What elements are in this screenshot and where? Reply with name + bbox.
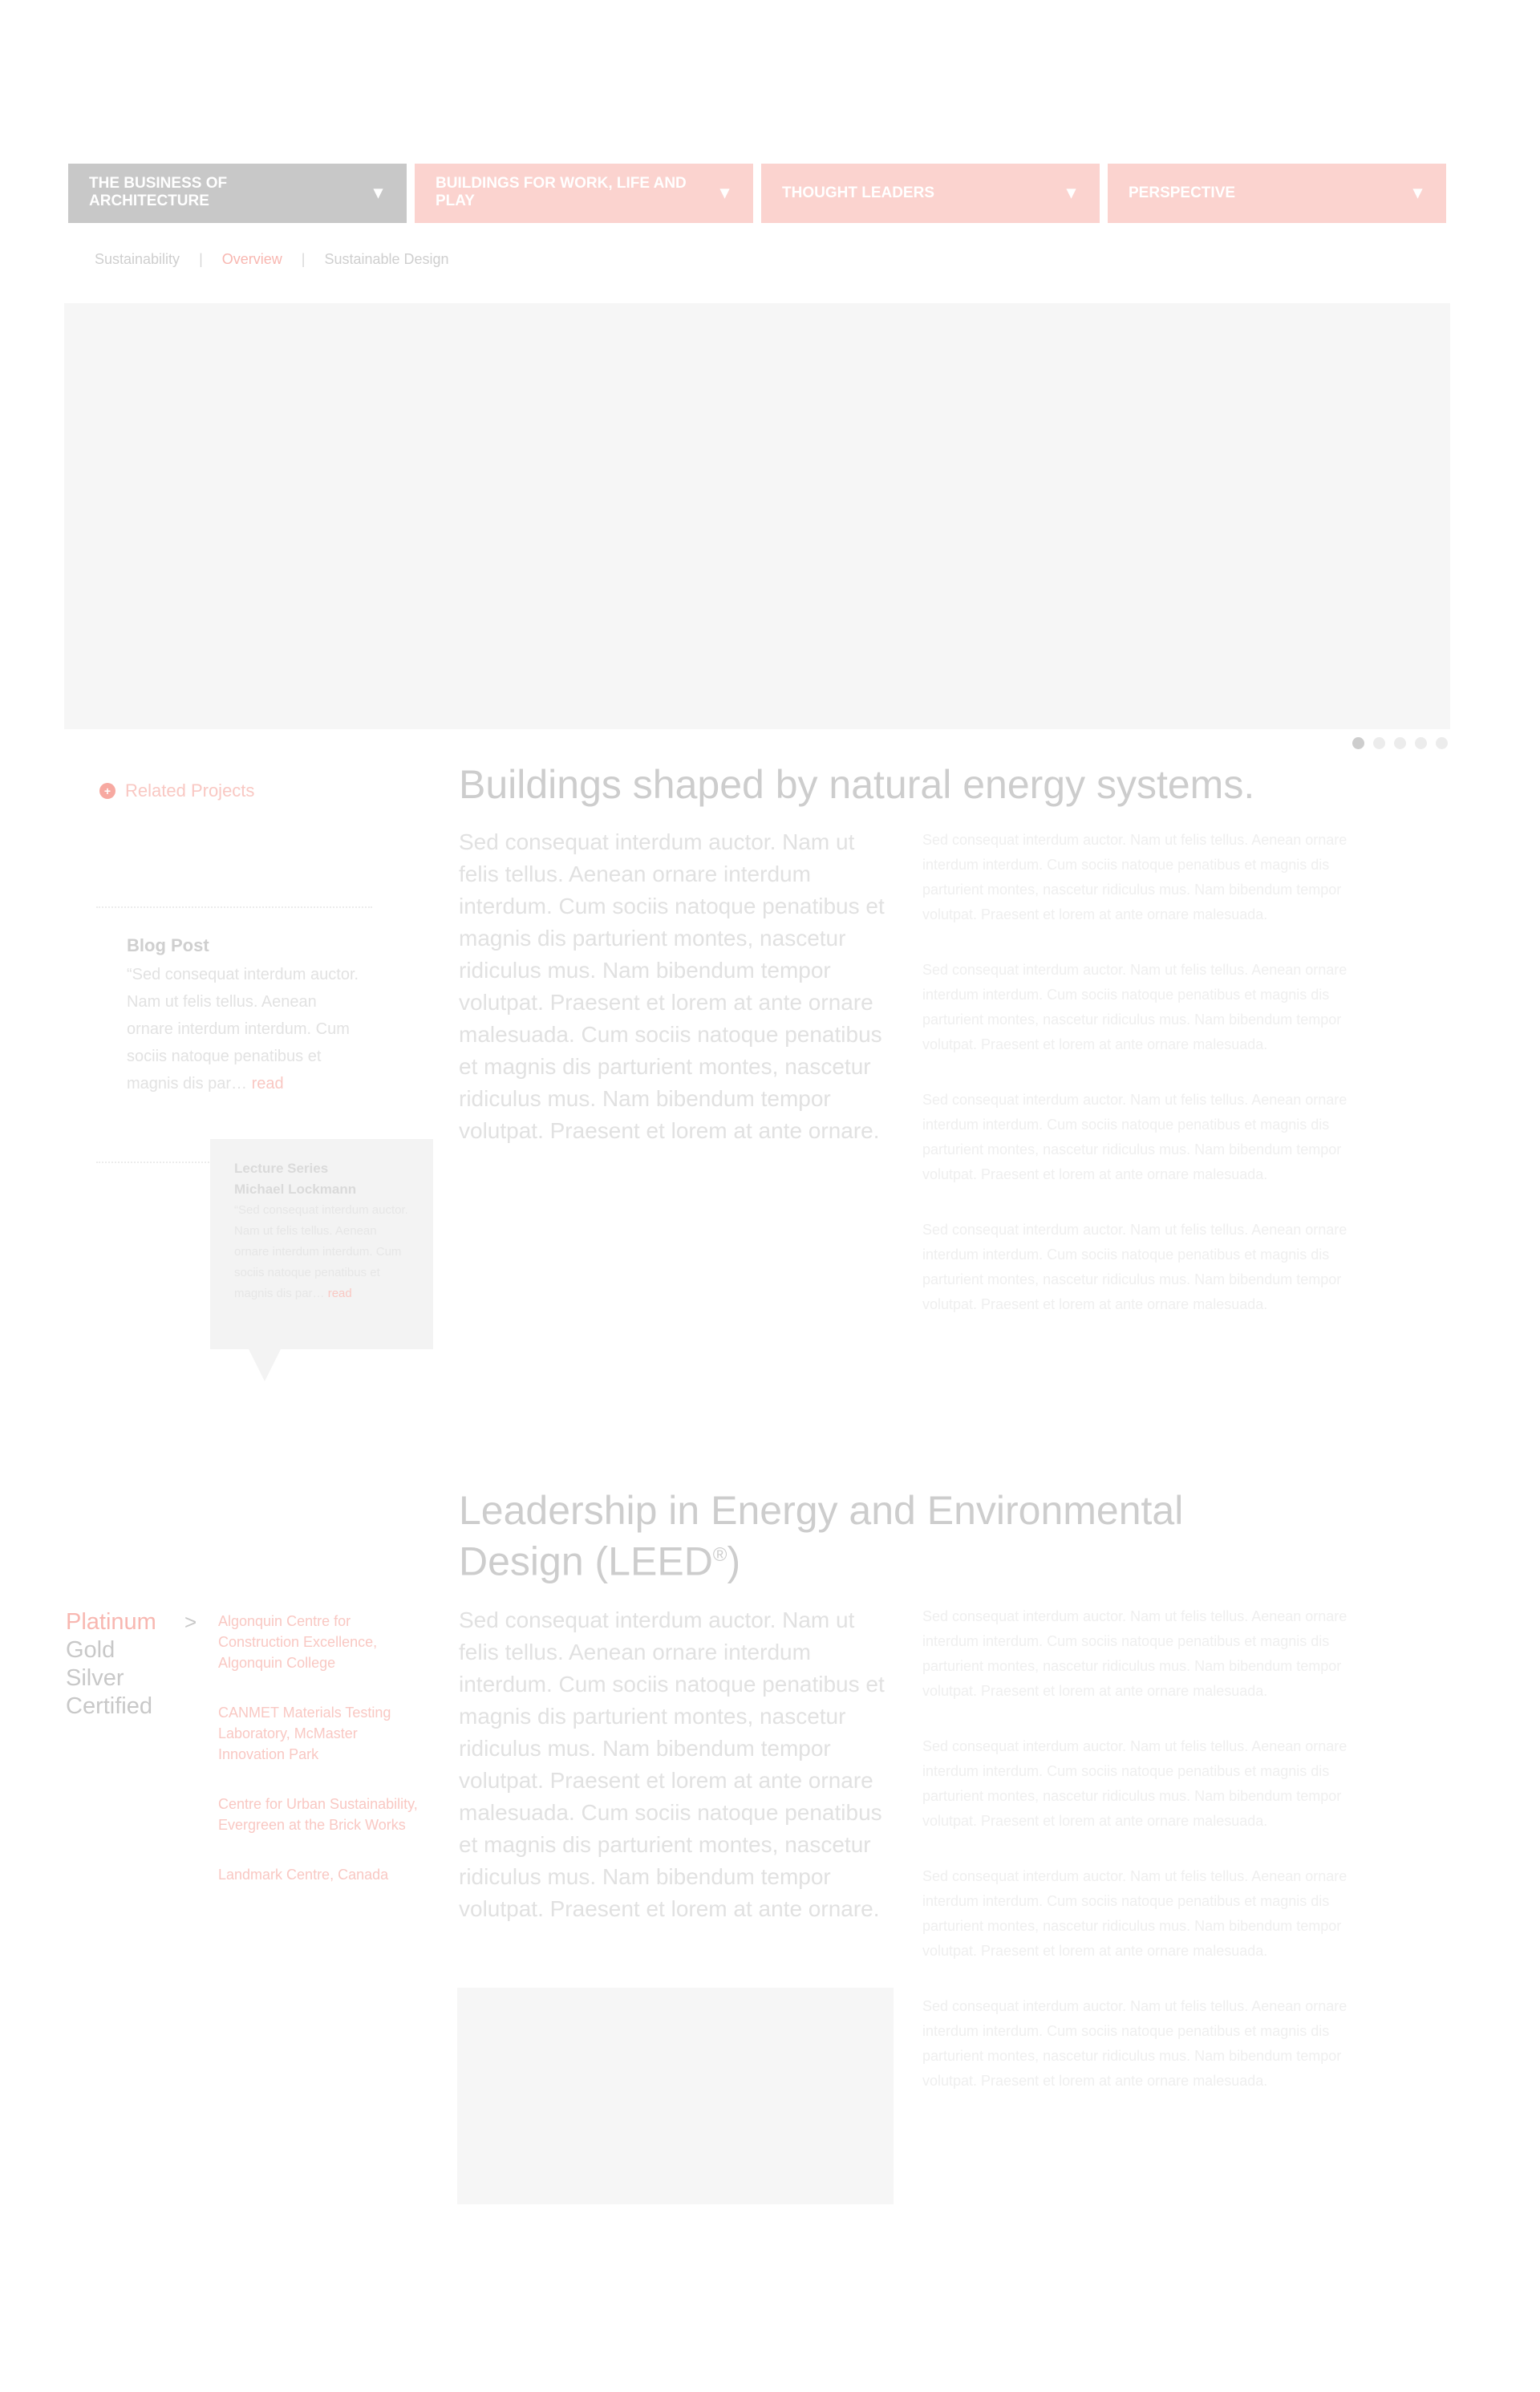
- lecture-series-teaser: [210, 1139, 433, 1349]
- section-lead-text: Sed consequat interdum auctor. Nam ut felis tellus. Aenean ornare interdum interdum. Cum sociis natoque penatibus et magnis dis parturient montes, nascetur ridiculus mus. Nam bibendum tempor volutpat. Praesent et lorem at ante ornare malesuada. Cum sociis natoque penatibus et magnis dis parturient montes, nascetur ridiculus mus. Nam bibendum tempor volutpat. Praesent et lorem at ante ornare.: [459, 829, 885, 1143]
- slider-dot[interactable]: [1415, 737, 1427, 749]
- registered-mark: ®: [712, 1544, 727, 1566]
- nav-tab-business-of-architecture[interactable]: [68, 164, 407, 223]
- chevron-down-icon: ▾: [1412, 182, 1422, 202]
- breadcrumb-item-sustainability[interactable]: Sustainability: [95, 251, 180, 267]
- lecture-excerpt: “Sed consequat interdum auctor. Nam ut felis tellus. Aenean ornare interdum interdum. Cum sociis natoque penatibus et magnis dis par…: [234, 1203, 408, 1300]
- main-nav: [68, 164, 1446, 223]
- leed-heading-line2: Design (LEED: [459, 1539, 713, 1584]
- slider-dot[interactable]: [1373, 737, 1385, 749]
- side-paragraph: Sed consequat interdum auctor. Nam ut felis tellus. Aenean ornare interdum interdum. Cum sociis natoque penatibus et magnis dis parturient montes, nascetur ridiculus mus. Nam bibendum tempor volutpat. Praesent et lorem at ante ornare malesuada.: [922, 1868, 1348, 1959]
- nav-tab-buildings[interactable]: [415, 164, 753, 223]
- nav-tab-label: BUILDINGS FOR WORK, LIFE AND PLAY: [436, 175, 687, 209]
- side-paragraph: Sed consequat interdum auctor. Nam ut felis tellus. Aenean ornare interdum interdum. Cum sociis natoque penatibus et magnis dis parturient montes, nascetur ridiculus mus. Nam bibendum tempor volutpat. Praesent et lorem at ante ornare malesuada.: [922, 1608, 1348, 1699]
- lecture-speaker: Michael Lockmann: [234, 1182, 357, 1197]
- blog-post-excerpt: “Sed consequat interdum auctor. Nam ut felis tellus. Aenean ornare interdum interdum. Cum sociis natoque penatibus et magnis dis par…: [127, 966, 359, 1093]
- leed-heading-close: ): [727, 1539, 741, 1584]
- chevron-down-icon: ▾: [719, 182, 729, 202]
- leed-heading-line1: Leadership in Energy and Environmental: [459, 1488, 1184, 1533]
- leed-level-list: [66, 1608, 197, 1721]
- breadcrumb-separator: |: [301, 251, 306, 267]
- chevron-down-icon: ▾: [1066, 182, 1076, 202]
- divider: [96, 1162, 215, 1163]
- leed-level-certified[interactable]: Certified: [66, 1693, 152, 1719]
- leed-project-link[interactable]: Landmark Centre, Canada: [218, 1867, 389, 1883]
- blog-post-title: Blog Post: [127, 935, 209, 955]
- divider: [96, 906, 372, 908]
- slider-dot[interactable]: [1436, 737, 1448, 749]
- hero-image: [64, 303, 1450, 729]
- section-heading-leed: [459, 1488, 1183, 1584]
- section-heading-energy-systems: Buildings shaped by natural energy systems.: [459, 762, 1255, 807]
- slider-pagination: [1352, 737, 1448, 749]
- read-more-link[interactable]: read: [251, 1075, 284, 1093]
- leed-level-silver[interactable]: Silver: [66, 1665, 124, 1691]
- blog-post-text: [127, 961, 359, 1097]
- section-lead-text: Sed consequat interdum auctor. Nam ut felis tellus. Aenean ornare interdum interdum. Cum sociis natoque penatibus et magnis dis parturient montes, nascetur ridiculus mus. Nam bibendum tempor volutpat. Praesent et lorem at ante ornare malesuada. Cum sociis natoque penatibus et magnis dis parturient montes, nascetur ridiculus mus. Nam bibendum tempor volutpat. Praesent et lorem at ante ornare.: [459, 1608, 885, 1921]
- slider-dot[interactable]: [1394, 737, 1406, 749]
- chevron-down-icon: ▾: [373, 182, 383, 202]
- nav-tab-thought-leaders[interactable]: [761, 164, 1100, 223]
- related-projects-label: Related Projects: [125, 780, 255, 801]
- lecture-text: [234, 1200, 409, 1304]
- speech-bubble-tail: [249, 1349, 281, 1381]
- section-image: [457, 1988, 894, 2204]
- side-paragraph: Sed consequat interdum auctor. Nam ut felis tellus. Aenean ornare interdum interdum. Cum sociis natoque penatibus et magnis dis parturient montes, nascetur ridiculus mus. Nam bibendum tempor volutpat. Praesent et lorem at ante ornare malesuada.: [922, 832, 1348, 922]
- lecture-series-title: Lecture Series: [234, 1161, 329, 1176]
- leed-project-link[interactable]: CANMET Materials Testing Laboratory, McMaster Innovation Park: [218, 1705, 391, 1762]
- breadcrumb-item-overview[interactable]: Overview: [221, 251, 282, 267]
- side-paragraph: Sed consequat interdum auctor. Nam ut felis tellus. Aenean ornare interdum interdum. Cum sociis natoque penatibus et magnis dis parturient montes, nascetur ridiculus mus. Nam bibendum tempor volutpat. Praesent et lorem at ante ornare malesuada.: [922, 1092, 1348, 1182]
- leed-level-gold[interactable]: Gold: [66, 1637, 116, 1663]
- side-paragraph: Sed consequat interdum auctor. Nam ut felis tellus. Aenean ornare interdum interdum. Cum sociis natoque penatibus et magnis dis parturient montes, nascetur ridiculus mus. Nam bibendum tempor volutpat. Praesent et lorem at ante ornare malesuada.: [922, 962, 1348, 1052]
- side-paragraph: Sed consequat interdum auctor. Nam ut felis tellus. Aenean ornare interdum interdum. Cum sociis natoque penatibus et magnis dis parturient montes, nascetur ridiculus mus. Nam bibendum tempor volutpat. Praesent et lorem at ante ornare malesuada.: [922, 1738, 1348, 1829]
- nav-tab-perspective[interactable]: [1108, 164, 1446, 223]
- breadcrumb-separator: |: [199, 251, 203, 267]
- blog-post-teaser: [127, 935, 359, 1097]
- leed-level-platinum[interactable]: Platinum: [66, 1609, 156, 1635]
- leed-project-list: [218, 1611, 419, 1914]
- chevron-right-icon: >: [184, 1610, 197, 1634]
- leed-project-link[interactable]: Centre for Urban Sustainability, Evergreen at the Brick Works: [218, 1796, 418, 1833]
- related-projects-link[interactable]: [99, 780, 254, 801]
- nav-tab-label: THOUGHT LEADERS: [782, 184, 934, 201]
- side-paragraph: Sed consequat interdum auctor. Nam ut felis tellus. Aenean ornare interdum interdum. Cum sociis natoque penatibus et magnis dis parturient montes, nascetur ridiculus mus. Nam bibendum tempor volutpat. Praesent et lorem at ante ornare malesuada.: [922, 1998, 1348, 2089]
- section-side-text: [922, 1604, 1356, 2124]
- plus-icon: +: [99, 783, 116, 799]
- leed-project-link[interactable]: Algonquin Centre for Construction Excellence, Algonquin College: [218, 1613, 378, 1671]
- read-more-link[interactable]: read: [327, 1287, 352, 1300]
- nav-tab-label: THE BUSINESS OF ARCHITECTURE: [89, 175, 228, 209]
- side-paragraph: Sed consequat interdum auctor. Nam ut felis tellus. Aenean ornare interdum interdum. Cum sociis natoque penatibus et magnis dis parturient montes, nascetur ridiculus mus. Nam bibendum tempor volutpat. Praesent et lorem at ante ornare malesuada.: [922, 1222, 1348, 1312]
- nav-tab-label: PERSPECTIVE: [1129, 184, 1236, 201]
- slider-dot[interactable]: [1352, 737, 1364, 749]
- breadcrumb: [95, 251, 449, 268]
- breadcrumb-item-sustainable-design[interactable]: Sustainable Design: [324, 251, 449, 267]
- section-side-text: [922, 828, 1356, 1348]
